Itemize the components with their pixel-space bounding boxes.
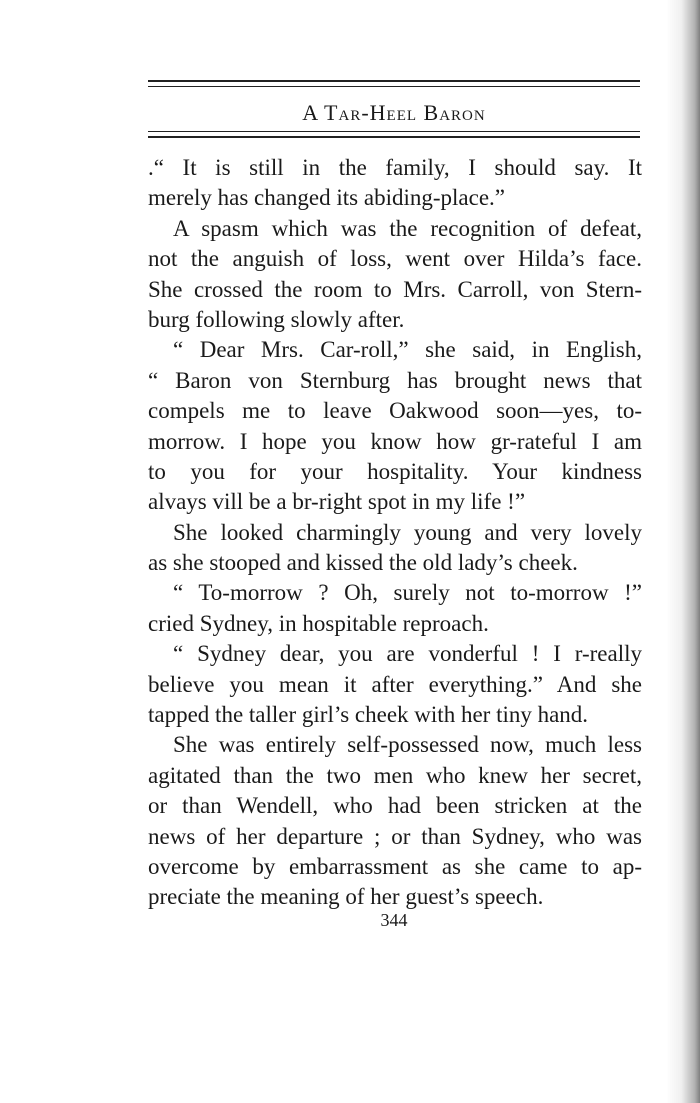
page-text — [148, 153, 642, 913]
text-line: or than Wendell, who had been stricken at the — [148, 793, 642, 819]
header-bottom-rules — [148, 131, 640, 138]
header-rule — [148, 131, 640, 132]
page-number: 344 — [380, 910, 408, 930]
text-line: not the anguish of loss, went over Hilda’s face. — [148, 246, 642, 272]
text-line: believe you mean it after everything.” And she — [148, 671, 642, 697]
text-line: alvays vill be a br-right spot in my life !” — [148, 489, 526, 515]
header-rule — [148, 136, 640, 138]
text-line: “ Dear Mrs. Car-roll,” she said, in English, — [173, 337, 642, 363]
text-line: A spasm which was the recognition of defeat, — [173, 215, 642, 241]
text-line: “ Sydney dear, you are vonderful ! I r-really — [173, 641, 642, 667]
header-rule — [148, 86, 640, 87]
text-line: She crossed the room to Mrs. Carroll, von Stern- — [148, 276, 642, 302]
text-line: tapped the taller girl’s cheek with her tiny hand. — [148, 702, 589, 728]
text-line: merely has changed its abiding-place.” — [148, 185, 505, 211]
text-line: .“ It is still in the family, I should say. It — [148, 155, 642, 180]
text-line: She was entirely self-possessed now, much less — [173, 732, 642, 758]
running-head-title: A Tar-Heel Baron — [302, 100, 486, 125]
page-edge-shadow — [666, 0, 700, 1103]
text-line: to you for your hospitality. Your kindness — [148, 458, 642, 484]
text-line: “ Baron von Sternburg has brought news that — [148, 367, 642, 393]
text-line: agitated than the two men who knew her secret, — [148, 762, 642, 788]
header-top-rules — [148, 80, 640, 87]
text-line: burg following slowly after. — [148, 306, 405, 332]
text-line: as she stooped and kissed the old lady’s cheek. — [148, 550, 578, 576]
text-line: cried Sydney, in hospitable reproach. — [148, 610, 489, 636]
header-rule — [148, 80, 640, 82]
text-line: compels me to leave Oakwood soon—yes, to- — [148, 398, 642, 424]
text-line: preciate the meaning of her guest’s speech. — [148, 884, 544, 910]
text-line: She looked charmingly young and very lovely — [173, 519, 642, 545]
text-line: “ To-morrow ? Oh, surely not to-morrow !” — [173, 580, 642, 606]
text-line: overcome by embarrassment as she came to ap- — [148, 853, 642, 879]
text-line: morrow. I hope you know how gr-rateful I am — [148, 428, 642, 454]
text-line: news of her departure ; or than Sydney, who was — [148, 823, 642, 849]
